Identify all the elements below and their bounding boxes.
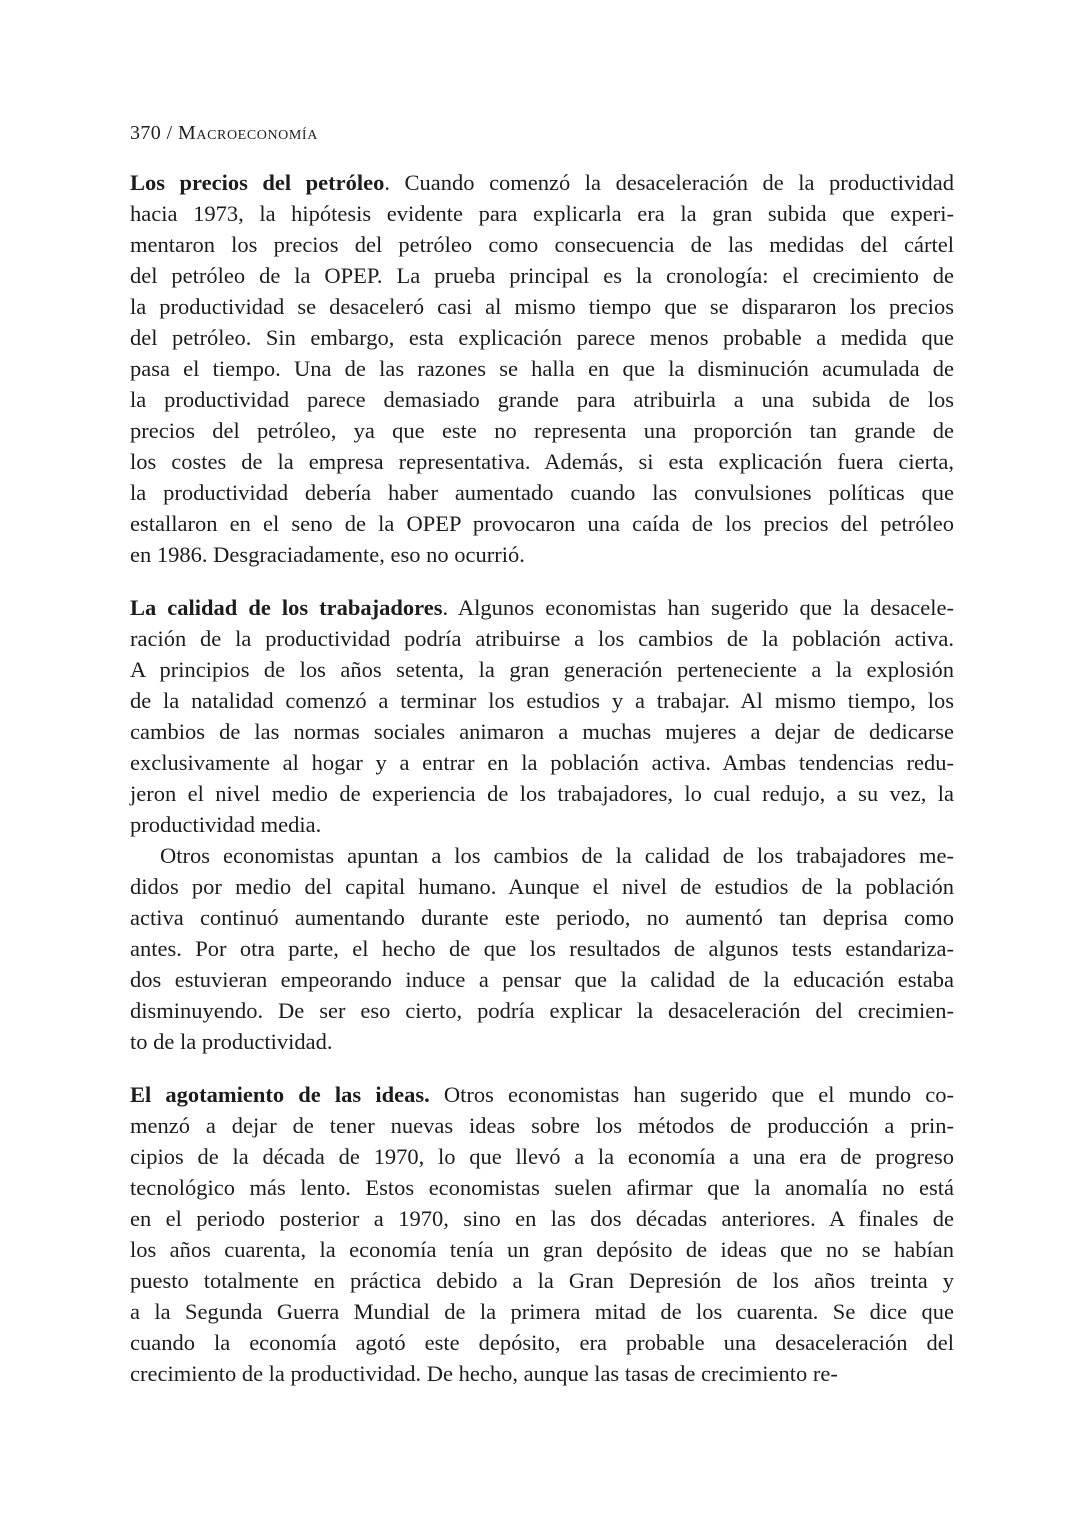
text-line: puesto totalmente en práctica debido a la Gran Depresión de los años treinta y	[130, 1268, 954, 1293]
header-separator: /	[166, 122, 173, 144]
text-line: los costes de la empresa representativa. Además, si esta explicación fuera cierta,	[130, 449, 954, 474]
text-line: Los precios del petróleo. Cuando comenzó la desaceleración de la productividad	[130, 170, 954, 195]
section-paragraph	[130, 1079, 954, 1389]
text-line: a la Segunda Guerra Mundial de la primera mitad de los cuarenta. Se dice que	[130, 1299, 954, 1324]
text-line: ración de la productividad podría atribuirse a los cambios de la población activa.	[130, 626, 954, 651]
text-line: precios del petróleo, ya que este no representa una proporción tan grande de	[130, 418, 954, 443]
page-body-text	[130, 167, 954, 1389]
text-line: tecnológico más lento. Estos economistas suelen afirmar que la anomalía no está	[130, 1175, 954, 1200]
text-line: menzó a dejar de tener nuevas ideas sobre los métodos de producción a prin-	[130, 1113, 954, 1138]
text-line: La calidad de los trabajadores. Algunos economistas han sugerido que la desacele-	[130, 595, 954, 620]
text-line: cipios de la década de 1970, lo que llevó a la economía a una era de progreso	[130, 1144, 954, 1169]
text-line: en 1986. Desgraciadamente, eso no ocurrió.	[130, 542, 525, 567]
text-line: en el periodo posterior a 1970, sino en las dos décadas anteriores. A finales de	[130, 1206, 954, 1231]
text-line: pasa el tiempo. Una de las razones se halla en que la disminución acumulada de	[130, 356, 954, 381]
text-line: la productividad debería haber aumentado cuando las convulsiones políticas que	[130, 480, 954, 505]
text-line: antes. Por otra parte, el hecho de que los resultados de algunos tests estandariza-	[130, 936, 954, 961]
text-line: la productividad parece demasiado grande para atribuirla a una subida de los	[130, 387, 954, 412]
body-paragraph	[130, 840, 954, 1057]
text-line: exclusivamente al hogar y a entrar en la población activa. Ambas tendencias redu-	[130, 750, 954, 775]
page-number: 370	[130, 122, 162, 144]
text-line: cuando la economía agotó este depósito, era probable una desaceleración del	[130, 1330, 954, 1355]
text-line: mentaron los precios del petróleo como consecuencia de las medidas del cártel	[130, 232, 954, 257]
section-paragraph	[130, 167, 954, 570]
paragraph-lead: La calidad de los trabajadores	[130, 595, 443, 620]
text-line: del petróleo de la OPEP. La prueba principal es la cronología: el crecimiento de	[130, 263, 954, 288]
paragraph-lead: Los precios del petróleo	[130, 170, 385, 195]
text-line: activa continuó aumentando durante este periodo, no aumentó tan deprisa como	[130, 905, 954, 930]
text-line: dos estuvieran empeorando induce a pensar que la calidad de la educación estaba	[130, 967, 954, 992]
text-line: estallaron en el seno de la OPEP provocaron una caída de los precios del petróleo	[130, 511, 954, 536]
text-line: hacia 1973, la hipótesis evidente para explicarla era la gran subida que experi-	[130, 201, 954, 226]
text-line: didos por medio del capital humano. Aunque el nivel de estudios de la población	[130, 874, 954, 899]
paragraph-lead: El agotamiento de las ideas.	[130, 1082, 430, 1107]
text-line: disminuyendo. De ser eso cierto, podría explicar la desaceleración del crecimien-	[130, 998, 954, 1023]
text-line: jeron el nivel medio de experiencia de los trabajadores, lo cual redujo, a su vez, la	[130, 781, 954, 806]
section-paragraph	[130, 592, 954, 840]
text-line: de la natalidad comenzó a terminar los estudios y a trabajar. Al mismo tiempo, los	[130, 688, 954, 713]
book-title: Macroeconomía	[177, 122, 318, 144]
text-line: los años cuarenta, la economía tenía un gran depósito de ideas que no se habían	[130, 1237, 954, 1262]
text-line: crecimiento de la productividad. De hecho, aunque las tasas de crecimiento re-	[130, 1361, 838, 1386]
text-line: to de la productividad.	[130, 1029, 333, 1054]
text-line: A principios de los años setenta, la gran generación perteneciente a la explosión	[130, 657, 954, 682]
text-line: Otros economistas apuntan a los cambios de la calidad de los trabajadores me-	[160, 843, 954, 868]
text-line: El agotamiento de las ideas. Otros economistas han sugerido que el mundo co-	[130, 1082, 954, 1107]
text-line: la productividad se desaceleró casi al mismo tiempo que se dispararon los precios	[130, 294, 954, 319]
text-line: productividad media.	[130, 812, 322, 837]
text-line: cambios de las normas sociales animaron a muchas mujeres a dejar de dedicarse	[130, 719, 954, 744]
text-line: del petróleo. Sin embargo, esta explicación parece menos probable a medida que	[130, 325, 954, 350]
running-header	[130, 122, 954, 145]
